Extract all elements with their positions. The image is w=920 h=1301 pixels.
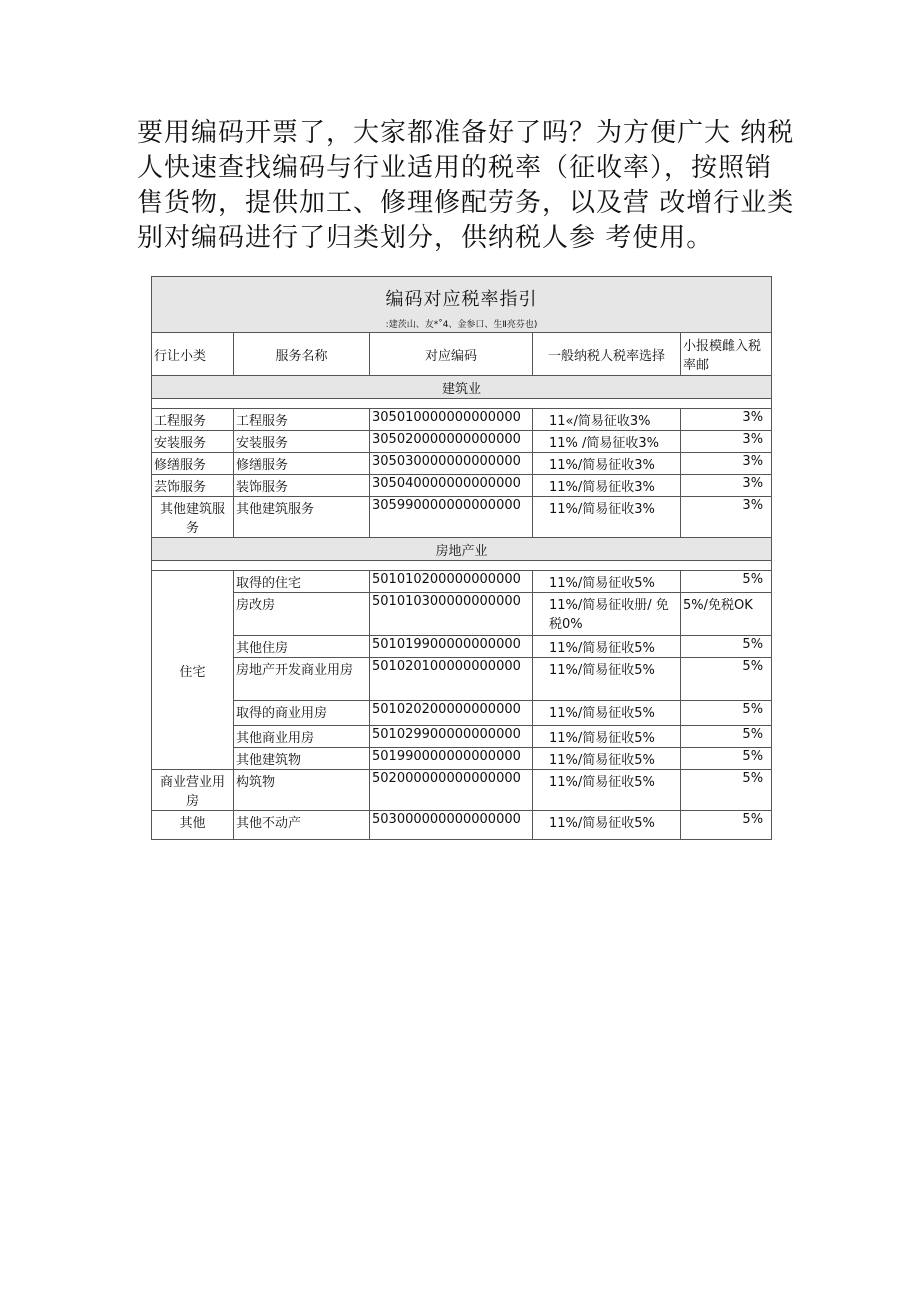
row-small-rate: 3% [681,431,772,453]
row-general-rate: 11%/简易征收5% [533,571,681,593]
row-small-rate: 5% [681,636,772,658]
row-category: 芸饰服务 [152,475,234,497]
row-service: 安装服务 [234,431,370,453]
row-service: 房改房 [234,593,370,636]
row-small-rate: 5% [681,571,772,593]
row-general-rate: 11%/简易征收5% [533,811,681,840]
row-general-rate: 11%/简易征收5% [533,636,681,658]
table-row [152,593,772,636]
row-service: 房地产开发商业用房 [234,658,370,701]
row-code: 503000000000000000 [370,811,533,840]
table-row [152,431,772,453]
row-small-rate: 3% [681,409,772,431]
spacer [152,561,772,571]
row-general-rate: 11%/简易征收5% [533,770,681,811]
row-service: 其他不动产 [234,811,370,840]
row-code: 501020200000000000 [370,701,533,726]
row-general-rate: 11%/简易征收册/ 免税0% [533,593,681,636]
row-small-rate: 5% [681,748,772,770]
row-code: 305990000000000000 [370,497,533,538]
intro-paragraph [137,116,797,256]
row-code: 501010300000000000 [370,593,533,636]
row-general-rate: 11%/简易征收5% [533,701,681,726]
row-general-rate: 11% /简易征收3% [533,431,681,453]
row-general-rate: 11%/简易征收5% [533,748,681,770]
row-general-rate: 11%/简易征收5% [533,658,681,701]
intro-line: 售货物，提供加工、修理修配劳务，以及营 改增行业类 [137,188,795,218]
row-service: 取得的商业用房 [234,701,370,726]
row-general-rate: 11%/简易征收3% [533,475,681,497]
section-header-construction: 建筑业 [152,376,772,399]
row-code: 501020100000000000 [370,658,533,701]
table-row [152,636,772,658]
row-category: 其他 [152,811,234,840]
table-row [152,748,772,770]
row-category: 安装服务 [152,431,234,453]
row-service: 其他住房 [234,636,370,658]
table-row [152,497,772,538]
row-general-rate: 11%/简易征收3% [533,497,681,538]
row-general-rate: 11%/简易征收3% [533,453,681,475]
row-small-rate: 5% [681,811,772,840]
table-header-row [152,333,772,376]
row-code: 502000000000000000 [370,770,533,811]
table-subtitle: :建茨山、友*˚4、金参口、生Ⅱ亮芬也) [385,320,538,330]
header-category: 行让小类 [152,333,234,376]
row-category: 商业营业用房 [152,770,234,811]
row-small-rate: 5% [681,770,772,811]
row-small-rate: 3% [681,497,772,538]
row-code: 305020000000000000 [370,431,533,453]
header-service: 服务名称 [234,333,370,376]
row-category-residential: 住宅 [152,571,234,770]
row-category: 修缮服务 [152,453,234,475]
row-service: 构筑物 [234,770,370,811]
row-service: 装饰服务 [234,475,370,497]
row-service: 其他建筑物 [234,748,370,770]
row-small-rate: 5%/免税OK [681,593,772,636]
table-row [152,770,772,811]
table-row [152,701,772,726]
row-category: 其他建筑服务 [152,497,234,538]
table-title: 编码对应税率指引 [385,289,538,310]
table-row [152,811,772,840]
row-service: 其他商业用房 [234,726,370,748]
table-title-cell [152,277,772,333]
row-code: 501010200000000000 [370,571,533,593]
row-code: 501019900000000000 [370,636,533,658]
table-row [152,453,772,475]
row-code: 501029900000000000 [370,726,533,748]
row-service: 修缮服务 [234,453,370,475]
row-service: 取得的住宅 [234,571,370,593]
intro-line: 人快速查找编码与行业适用的税率（征收率），按照销 [137,153,773,183]
section-header-real-estate: 房地产业 [152,538,772,561]
header-code: 对应编码 [370,333,533,376]
row-service: 其他建筑服务 [234,497,370,538]
row-general-rate: 11«/简易征收3% [533,409,681,431]
row-small-rate: 3% [681,475,772,497]
row-general-rate: 11%/简易征收5% [533,726,681,748]
intro-line: 别对编码进行了归类划分，供纳税人参 考使用。 [137,223,714,253]
row-code: 305040000000000000 [370,475,533,497]
row-service: 工程服务 [234,409,370,431]
row-small-rate: 5% [681,658,772,701]
row-small-rate: 3% [681,453,772,475]
spacer [152,399,772,409]
header-general-rate: 一般纳税人税率选择 [533,333,681,376]
row-category: 工程服务 [152,409,234,431]
table-row [152,571,772,593]
intro-line: 要用编码开票了，大家都准备好了吗？为方便广大 纳税 [137,118,795,148]
tax-rate-table [151,276,772,840]
table-row [152,726,772,748]
row-code: 305010000000000000 [370,409,533,431]
table-row [152,409,772,431]
row-small-rate: 5% [681,701,772,726]
row-code: 305030000000000000 [370,453,533,475]
row-code: 501990000000000000 [370,748,533,770]
table-row [152,475,772,497]
header-small-rate: 小报模雌入税率邮 [681,333,772,376]
row-small-rate: 5% [681,726,772,748]
table-row [152,658,772,701]
